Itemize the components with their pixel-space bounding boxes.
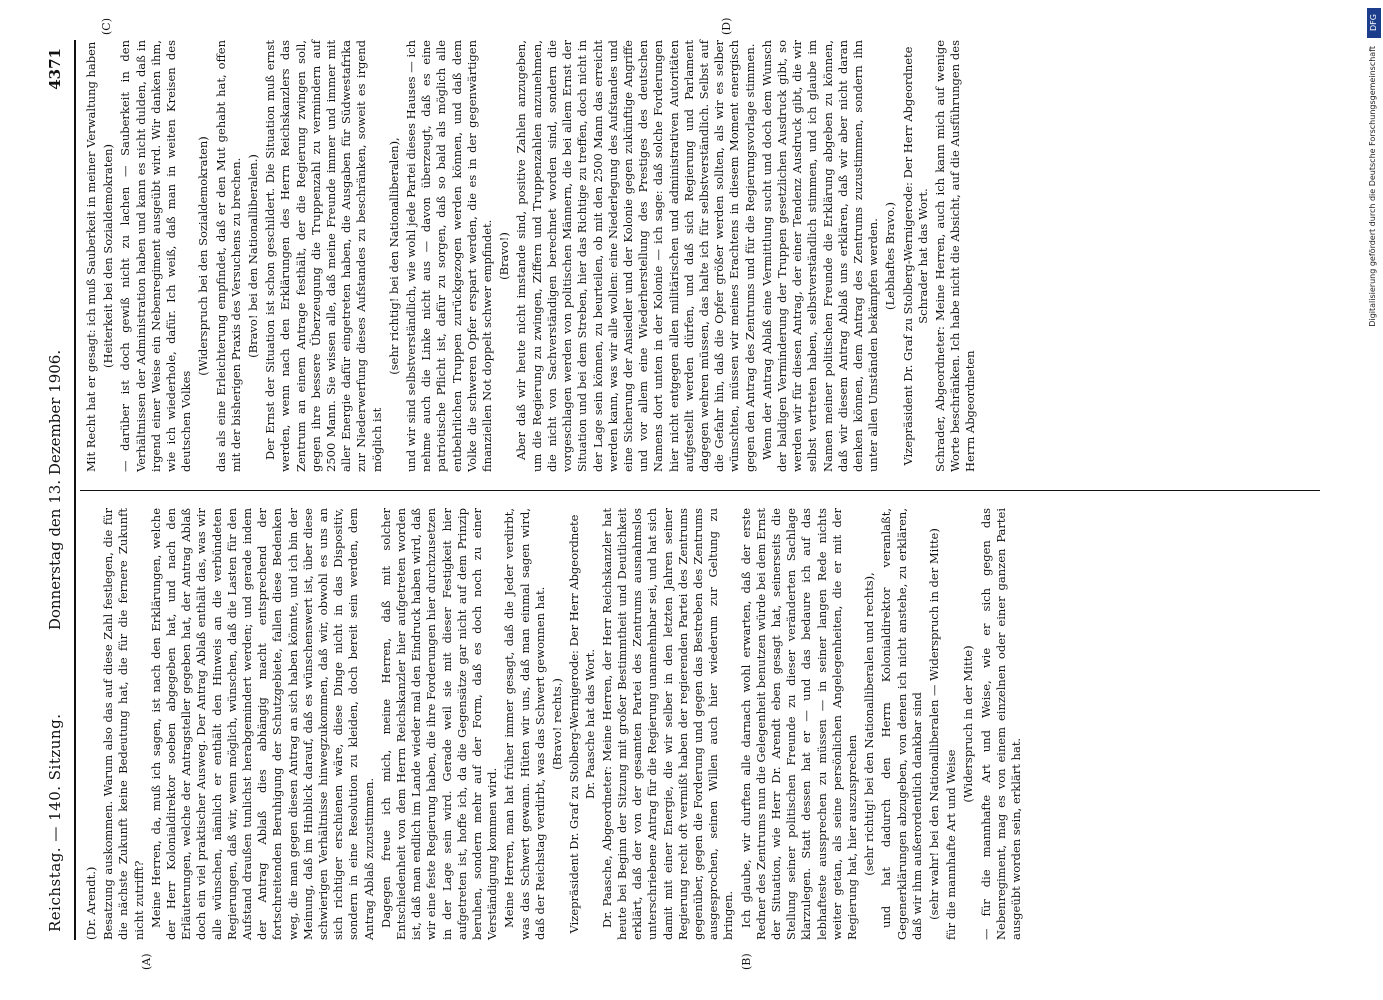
paragraph: (Widerspruch bei den Sozialdemokraten)	[196, 136, 211, 376]
paragraph: (Widerspruch in der Mitte)	[961, 645, 976, 803]
paragraph: (sehr wahr! bei den Nationalliberalen — Widerspruch in der Mitte)	[926, 528, 941, 920]
paragraph: Meine Herren, man hat früher immer gesagt, daß die Jeder verdirbt, was das Schwert gewann. Hüten wir uns, daß man einmal sagen wird, daß der Reichstag verdirbt, was das Schwert gewonnen hat.	[502, 508, 547, 940]
paragraph: (Bravo!)	[497, 232, 512, 280]
paragraph: (sehr richtig! bei den Nationalliberalen),	[386, 137, 401, 375]
digitization-note: Digitalisierung gefördert durch die Deutsche Forschungsgemeinschaft	[1368, 46, 1377, 327]
margin-marker-a: (A)	[140, 953, 153, 970]
paragraph: und hat dadurch den Herrn Kolonialdirektor veranlaßt, Gegenerklärungen abzugeben, von denen ich nicht anstehe, zu erklären, daß wir ihm außerordentlich dankbar sind	[879, 508, 924, 940]
margin-marker-c: (C)	[100, 18, 113, 35]
paragraph: — darüber ist doch gewiß nicht zu lachen — Sauberkeit in den Verhältnissen der Administration haben und kann es nicht dulden, daß in irgend einer Weise ein Nebenregiment ausgeübt wird. Wir danken ihm, wie ich wiederhole, dafür. Ich weiß, daß man in weiten Kreisen des deutschen Volkes	[118, 40, 194, 472]
dfg-logo: DFG	[1367, 8, 1381, 38]
paragraph: für die mannhafte Art und Weise	[944, 749, 959, 940]
paragraph: Vizepräsident Dr. Graf zu Stolberg-Wernigerode: Der Herr Abgeordnete Schrader hat das Wort.	[900, 46, 930, 466]
paragraph: Meine Herren, da, muß ich sagen, ist nach den Erklärungen, welche der Herr Kolonialdirektor soeben abgegeben hat, und nach den Erläuterungen, welche der Antragsteller gegeben hat, der Antrag Ablaß doch ein viel praktischer Ausweg. Der Antrag Ablaß enthält das, was wir alle wünschen, nämlich er enthält den Hinweis an die verbündeten Regierungen, daß wir, wenn möglich, wünschen, daß die Lasten für den Aufstand draußen tunlichst herabgemindert werden; und gerade indem der Antrag Ablaß dies abhängig macht entsprechend der fortschreitenden Beruhigung der Schutzgebiete, fallen diese Bedenken weg, die man gegen diesen Antrag an sich haben könnte, und ich bin der Meinung, daß im Hinblick darauf, daß es wünschenswert ist, über diese schwierigen Verhältnisse hinwegzukommen, daß wir, obwohl es uns an sich richtiger erschienen wäre, diese Dinge nicht in das Dispositiv, sondern in eine Resolution zu kleiden, doch bereit sein werden, dem Antrag Ablaß zuzustimmen.	[148, 508, 376, 940]
header-rule	[74, 40, 76, 940]
page-number: 4371	[46, 48, 64, 90]
paragraph: das als eine Erleichterung empfindet, daß er den Mut gehabt hat, offen mit der bisherigen Praxis des Versuchens zu brechen.	[213, 40, 243, 472]
paragraph: Aber daß wir heute nicht imstande sind, positive Zahlen anzugeben, um die Regierung zu zwingen, Ziffern und Truppenzahlen anzunehmen, die nicht von Sachverständigen berechnet worden sind, sondern die vorgeschlagen werden von politischen Männern, die bei allem Ernst der Situation und bei dem Streben, hier das Richtige zu treffen, doch nicht in der Lage sein können, zu beurteilen, ob mit den 2500 Mann das erreicht werden kann, was wir alle wollen: eine Niederlegung des Aufstandes und eine Sicherung der Ansiedler und der Kolonie gegen zukünftige Angriffe und vor allem eine Wiederherstellung des Prestiges des deutschen Namens dort unten in der Kolonie — ich sage: daß solche Forderungen hier nicht entgegen allen militärischen und administrativen Autoritäten aufgestellt werden dürfen, und daß sich Regierung und Parlament dagegen wehren müssen, das halte ich für selbstverständlich. Selbst auf die Gefahr hin, daß die Opfer größer werden sollten, als wir es selber wünschten, müssen wir meines Erachtens in diesem Moment energisch gegen den Antrag des Zentrums und für die Regierungsvorlage stimmen.	[514, 40, 757, 472]
paragraph: (Bravo! bei den Nationalliberalen.)	[246, 154, 261, 358]
paragraph: Schrader, Abgeordneter: Meine Herren, auch ich kann mich auf wenige Worte beschränken. Ich habe nicht die Absicht, auf die Ausführungen des Herrn Abgeordneten	[932, 40, 978, 472]
paragraph: (Bravo! rechts.)	[550, 678, 565, 770]
paragraph: Besatzung auskommen. Warum also das auf diese Zahl festlegen, die für die nächste Zukunft keine Bedeutung hat, die für die fernere Zukunft nicht zutrifft?	[101, 508, 146, 940]
paragraph: (Dr. Arendt.)	[84, 866, 98, 940]
paragraph: — für die mannhafte Art und Weise, wie er sich gegen das Nebenregiment, mag es von einem einzelnen oder einer ganzen Partei ausgeübt worden sein, erklärt hat.	[978, 508, 1023, 940]
paragraph: Mit Recht hat er gesagt: ich muß Sauberkeit in meiner Verwaltung haben	[84, 41, 98, 472]
paragraph: Dr. Paasche, Abgeordneter: Meine Herren, der Herr Reichskanzler hat heute bei Beginn der Sitzung mit großer Bestimmtheit und Deutlichkeit erklärt, daß der von der gesamten Partei des Zentrums ausnahmslos unterschriebene Antrag für die Regierung unannehmbar sei, und hat sich damit mit einer Energie, die wir selber in den letzten Jahren seiner Regierung recht oft vermißt haben der regierenden Partei des Zentrums gegenüber, gegen die Forderung und gegen das Bestreben des Zentrums ausgesprochen, seinen Willen auch hier wiederum zur Geltung zu bringen.	[599, 508, 736, 940]
paragraph: Dagegen freue ich mich, meine Herren, daß mit solcher Entschiedenheit von dem Herrn Reichskanzler hier aufgetreten worden ist, daß man endlich im Lande wieder mal den Eindruck haben wird, daß wir eine feste Regierung haben, die ihre Forderungen hier durchzusetzen in der Lage sein wird. Gerade weil sie mit dieser Festigkeit hier aufgetreten ist, hoffe ich, da die Gegensätze gar nicht auf dem Prinzip beruhen, sondern mehr auf der Form, daß es doch noch zu einer Verständigung kommen wird.	[378, 508, 500, 940]
paragraph: Wenn der Antrag Ablaß eine Vermittlung sucht und doch dem Wunsch der baldigen Verminderung der Truppen gesetzlichen Ausdruck gibt, so werden wir für diesen Antrag, der einer Tendenz Ausdruck gibt, die wir selbst vertreten haben, selbstverständlich stimmen, und ich glaube im Namen meiner politischen Freunde die Erklärung abgeben zu können, daß wir diesem Antrag Ablaß uns erklären, daß wir aber nicht daran denken können, dem Antrag des Zentrums zuzustimmen, sondern ihn unter allen Umständen bekämpfen werden.	[759, 40, 881, 472]
left-column	[84, 508, 1026, 940]
paragraph: Vizepräsident Dr. Graf zu Stolberg-Wernigerode: Der Herr Abgeordnete Dr. Paasche hat das Wort.	[567, 514, 597, 934]
paragraph: und wir sind selbstverständlich, wie wohl jede Partei dieses Hauses — ich nehme auch die Linke nicht aus — davon überzeugt, daß es eine patriotische Pflicht ist, dafür zu sorgen, daß so bald als möglich alle entbehrlichen Truppen zurückgezogen werden können, und daß dem Volke die schweren Opfer erspart werden, die es in der gegenwärtigen finanziellen Not doppelt schwer empfindet.	[404, 40, 495, 472]
paragraph: Ich glaube, wir durften alle darnach wohl erwarten, daß der erste Redner des Zentrums nun die Gelegenheit benutzen würde bei dem Ernst der Situation, wie Herr Dr. Arendt eben gesagt hat, seinerseits die Stellung seiner politischen Freunde zu dieser veränderten Sachlage klarzulegen. Statt dessen hat er — und das bedaure ich auf das lebhafteste aussprechen zu müssen — in seiner langen Rede nichts weiter getan, als seine persönlichen Angelegenheiten, die er mit der Regierung hat, hier auszusprechen	[738, 508, 859, 940]
column-divider	[80, 490, 1320, 491]
rotated-document	[40, 17, 1330, 970]
paragraph: (Lebhaftes Bravo.)	[883, 202, 898, 310]
header-date: Donnerstag den 13. Dezember 1906.	[46, 349, 64, 631]
page-header	[40, 40, 74, 940]
paragraph: Der Ernst der Situation ist schon geschildert. Die Situation muß ernst werden, wenn nach den Erklärungen des Herrn Reichskanzlers das Zentrum an einem Antrage festhält, der die Regierung zwingen soll, gegen ihre bessere Überzeugung die Truppenzahl zu vermindern auf 2500 Mann. Sie wissen alle, daß meine Freunde immer und immer mit aller Energie dafür eingetreten haben, die Ausgaben für Südwestafrika zur Niederwerfung dieses Aufstandes zu beschränken, soweit es irgend möglich ist	[263, 40, 384, 472]
margin-marker-d: (D)	[720, 17, 733, 35]
header-left: Reichstag. — 140. Sitzung.	[46, 713, 64, 932]
margin-marker-b: (B)	[740, 953, 753, 970]
paragraph: (sehr richtig! bei den Nationalliberalen und rechts),	[862, 572, 877, 876]
paragraph: (Heiterkeit bei den Sozialdemokraten)	[101, 143, 116, 369]
right-column	[84, 40, 981, 472]
